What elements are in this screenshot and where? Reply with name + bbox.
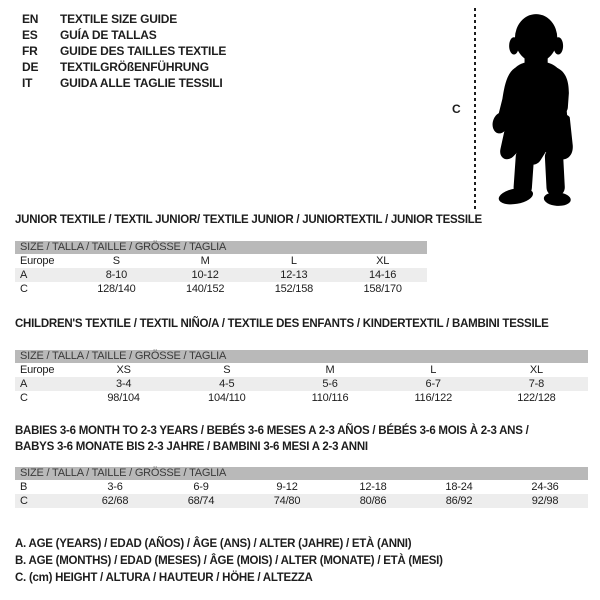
table-cell: L: [290, 255, 297, 267]
table-cell: 7-8: [528, 378, 545, 390]
table-row: [15, 480, 588, 494]
table-cell: 12-18: [359, 481, 387, 493]
table-row: [15, 254, 427, 268]
table-cell: XS: [116, 364, 131, 376]
babies-section-title: [15, 423, 590, 455]
section-title-line: JUNIOR TEXTILE / TEXTIL JUNIOR/ TEXTILE JUNIOR / JUNIORTEXTIL / JUNIOR TESSILE: [15, 214, 482, 226]
table-cell: 140/152: [185, 283, 225, 295]
table-cell: 104/110: [208, 392, 246, 404]
table-cell: 116/122: [414, 392, 452, 404]
table-row: [15, 494, 588, 508]
table-cell: 80/86: [359, 495, 387, 507]
language-row: [22, 27, 226, 43]
children-size-table: [15, 350, 588, 405]
table-cell: 6-7: [425, 378, 441, 390]
table-cell: 12-13: [280, 269, 308, 281]
language-title: TEXTILE SIZE GUIDE: [60, 12, 178, 26]
table-cell: 24-36: [531, 481, 559, 493]
row-label: C: [20, 283, 28, 295]
table-cell: 98/104: [107, 392, 140, 404]
table-cell: 4-5: [219, 378, 235, 390]
table-cell: M: [325, 364, 335, 376]
table-cell: 10-12: [191, 269, 219, 281]
table-cell: L: [430, 364, 437, 376]
height-measure-label: C: [452, 102, 461, 116]
language-code: EN: [22, 12, 39, 26]
size-header-bar: SIZE / TALLA / TAILLE / GRÖSSE / TAGLIA: [15, 467, 588, 480]
section-title-line: BABIES 3-6 MONTH TO 2-3 YEARS / BEBÉS 3-6 MESES A 2-3 AÑOS / BÉBÉS 3-6 MOIS À 2-3 ANS /: [15, 425, 529, 437]
row-label: C: [20, 392, 28, 404]
table-cell: 152/158: [274, 283, 314, 295]
table-cell: 9-12: [276, 481, 298, 493]
language-title-list: [22, 11, 226, 91]
children-section-title: [15, 316, 549, 332]
section-title-line: BABYS 3-6 MONATE BIS 2-3 JAHRE / BAMBINI 3-6 MESI A 2-3 ANNI: [15, 441, 368, 453]
table-cell: 110/116: [311, 392, 349, 404]
table-cell: 14-16: [369, 269, 397, 281]
language-title: GUIDA ALLE TAGLIE TESSILI: [60, 76, 223, 90]
table-cell: XL: [529, 364, 543, 376]
table-cell: 158/170: [363, 283, 402, 295]
footnote-age-months: B. AGE (MONTHS) / EDAD (MESES) / ÂGE (MOIS) / ALTER (MONATE) / ETÀ (MESI): [15, 555, 443, 567]
table-cell: 128/140: [97, 283, 136, 295]
row-label: Europe: [20, 255, 55, 267]
row-label: Europe: [20, 364, 55, 376]
table-row: [15, 282, 427, 296]
table-cell: 5-6: [322, 378, 338, 390]
footnote-age-years: A. AGE (YEARS) / EDAD (AÑOS) / ÂGE (ANS) / ALTER (JAHRE) / ETÀ (ANNI): [15, 538, 412, 550]
language-code: IT: [22, 76, 33, 90]
language-code: FR: [22, 44, 38, 58]
table-cell: S: [112, 255, 120, 267]
table-cell: 6-9: [193, 481, 209, 493]
language-code: ES: [22, 28, 38, 42]
size-header-bar: SIZE / TALLA / TAILLE / GRÖSSE / TAGLIA: [15, 241, 427, 254]
table-cell: M: [200, 255, 210, 267]
height-dashed-line: [474, 8, 476, 210]
language-row: [22, 75, 226, 91]
footnote-height-cm: C. (cm) HEIGHT / ALTURA / HAUTEUR / HÖHE / ALTEZZA: [15, 572, 313, 584]
section-title-line: CHILDREN'S TEXTILE / TEXTIL NIÑO/A / TEXTILE DES ENFANTS / KINDERTEXTIL / BAMBINI TESSILE: [15, 318, 549, 330]
table-cell: 68/74: [187, 495, 215, 507]
table-cell: 86/92: [445, 495, 473, 507]
size-header-bar: SIZE / TALLA / TAILLE / GRÖSSE / TAGLIA: [15, 350, 588, 363]
babies-size-table: [15, 467, 588, 508]
toddler-silhouette-icon: [486, 8, 592, 210]
junior-section-title: [15, 212, 482, 228]
table-row: [15, 268, 427, 282]
table-cell: 92/98: [531, 495, 559, 507]
table-cell: 8-10: [105, 269, 127, 281]
language-row: [22, 43, 226, 59]
language-title: GUÍA DE TALLAS: [60, 28, 157, 42]
table-cell: S: [223, 364, 231, 376]
table-cell: 18-24: [445, 481, 473, 493]
row-label: C: [20, 495, 28, 507]
table-cell: 3-6: [107, 481, 123, 493]
table-cell: 74/80: [273, 495, 301, 507]
table-cell: 3-4: [115, 378, 132, 390]
table-cell: 62/68: [101, 495, 129, 507]
table-row: [15, 391, 588, 405]
row-label: A: [20, 378, 28, 390]
language-row: [22, 59, 226, 75]
language-code: DE: [22, 60, 39, 74]
table-cell: 122/128: [517, 392, 556, 404]
language-row: [22, 11, 226, 27]
row-label: B: [20, 481, 28, 493]
junior-size-table: [15, 241, 427, 296]
table-cell: XL: [376, 255, 390, 267]
footnotes: [15, 536, 443, 587]
row-label: A: [20, 269, 28, 281]
language-title: TEXTILGRÖßENFÜHRUNG: [60, 60, 209, 74]
table-row: [15, 377, 588, 391]
table-row: [15, 363, 588, 377]
language-title: GUIDE DES TAILLES TEXTILE: [60, 44, 227, 58]
